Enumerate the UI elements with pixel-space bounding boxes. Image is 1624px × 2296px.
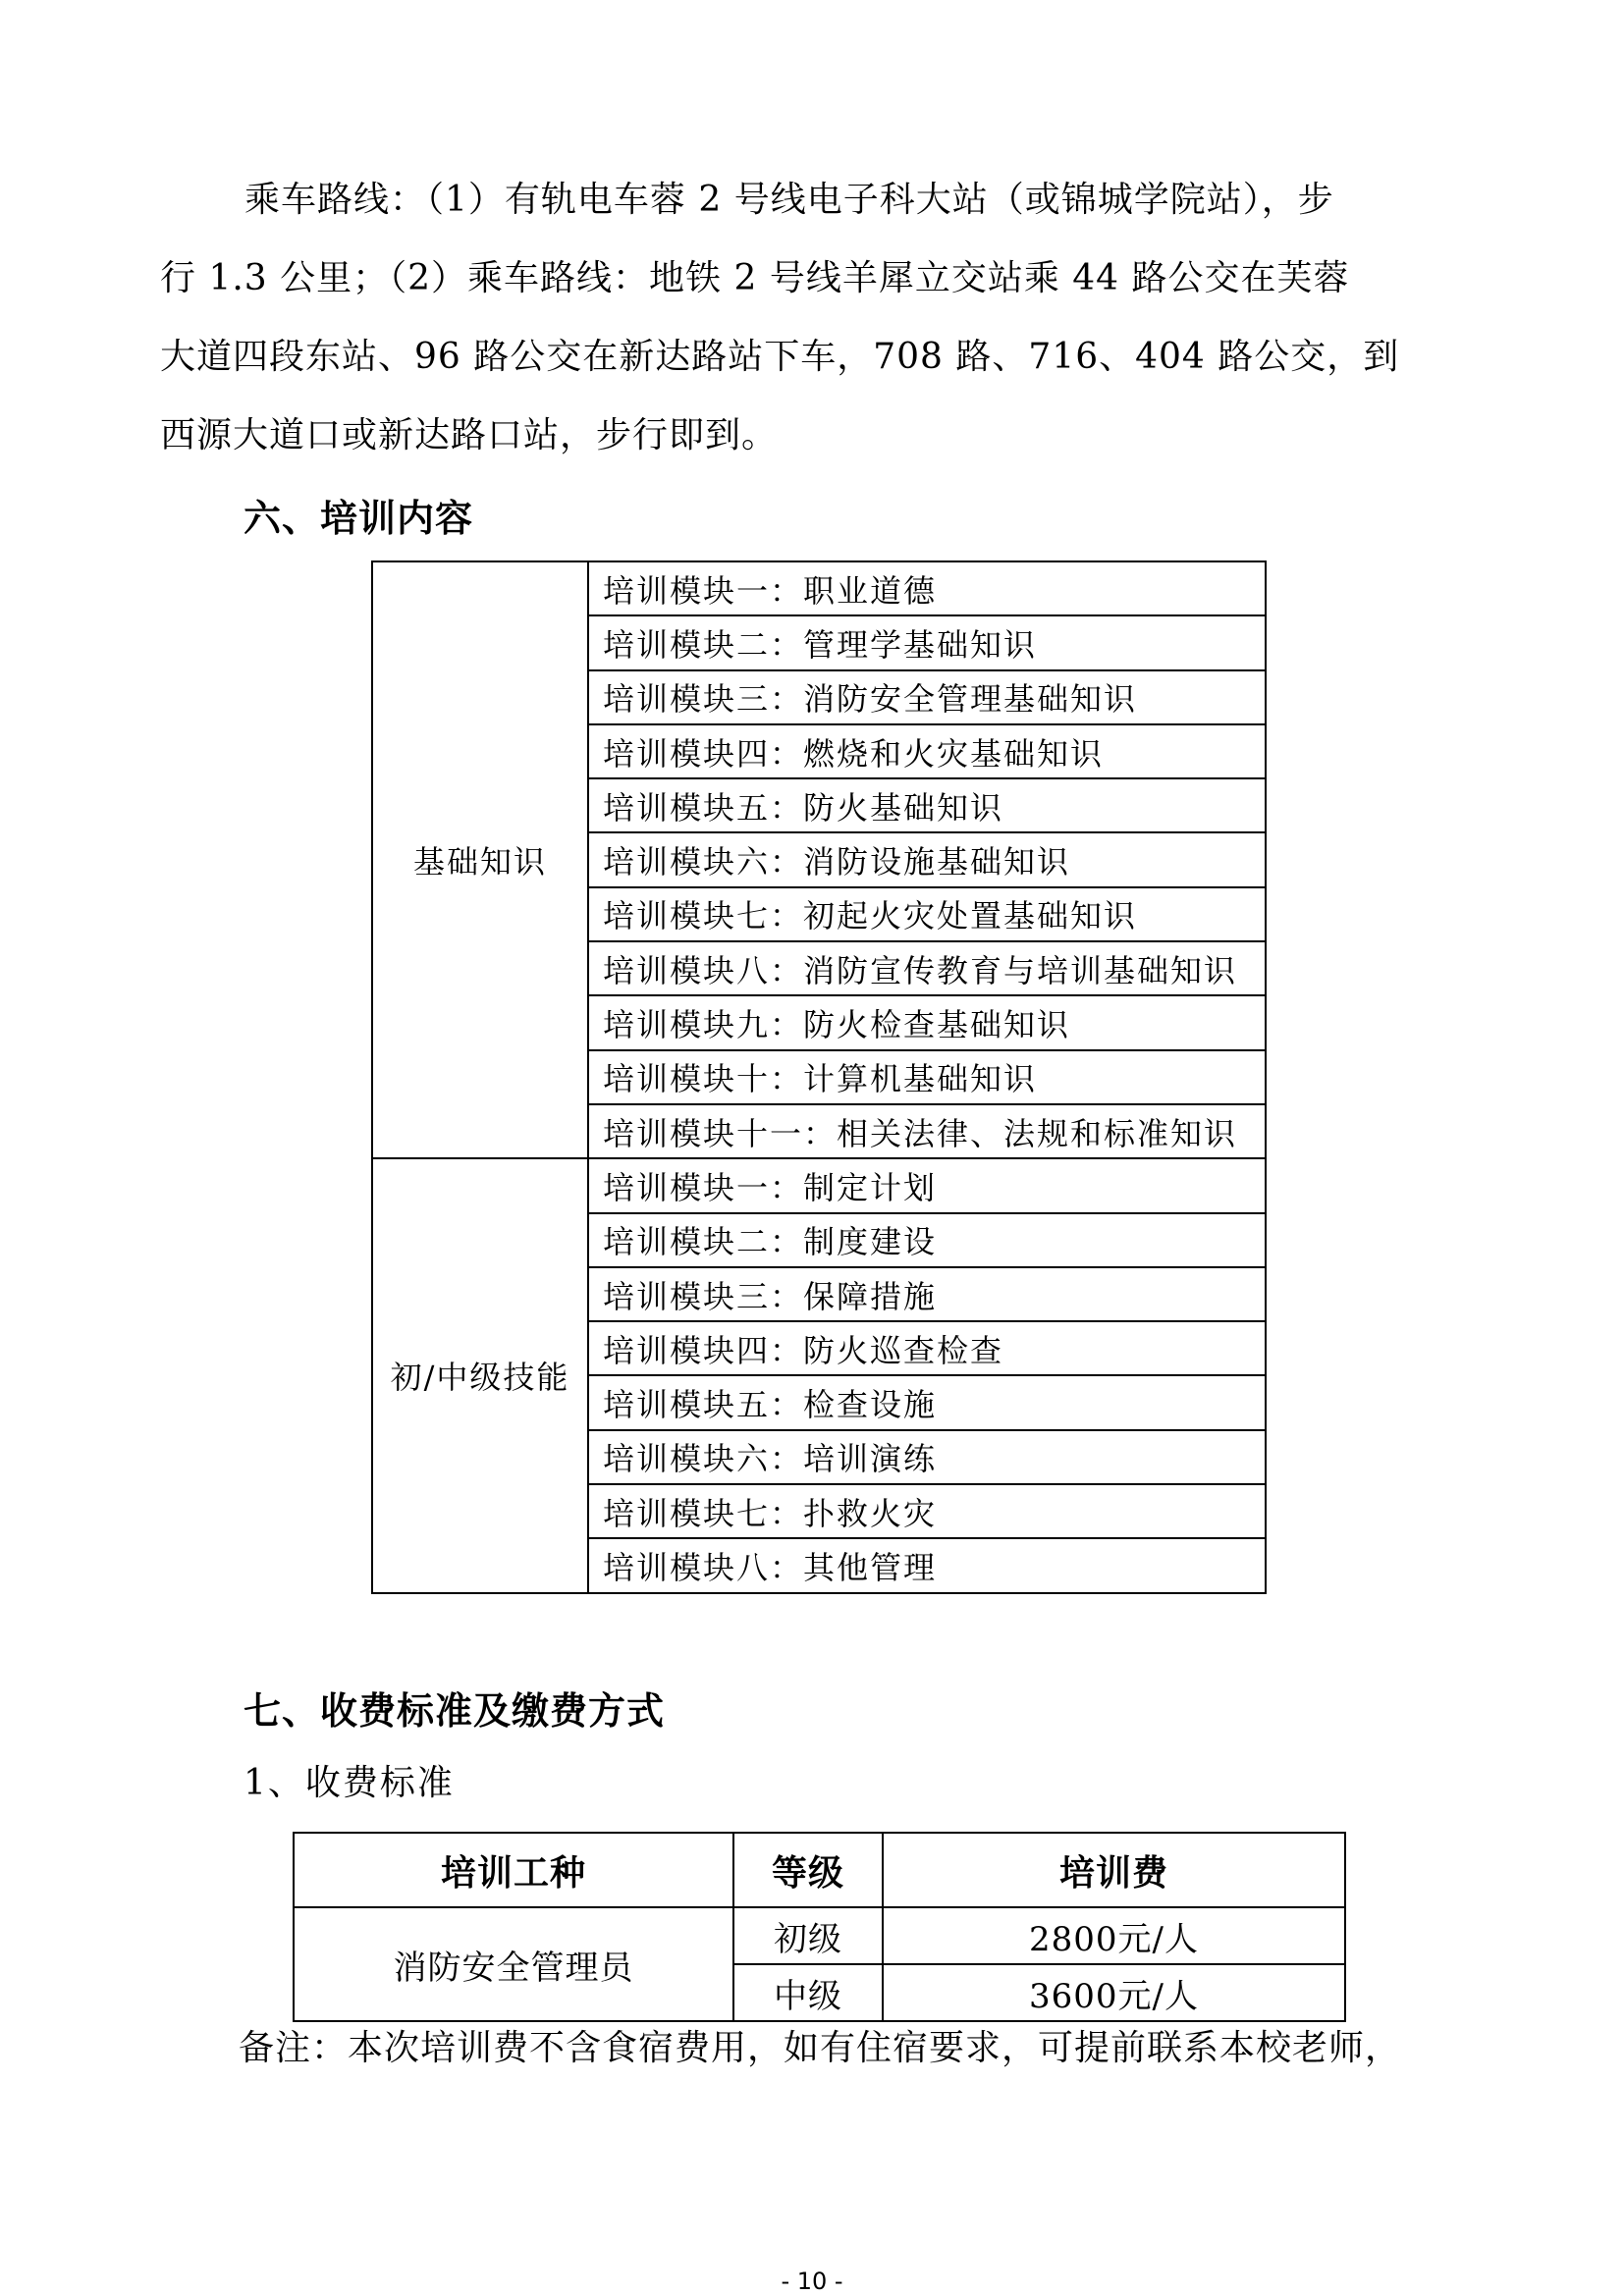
module-cell: 培训模块三：保障措施	[588, 1267, 1266, 1321]
module-cell: 培训模块八：消防宣传教育与培训基础知识	[588, 941, 1266, 995]
page-number: - 10 -	[781, 2268, 843, 2295]
category-cell: 基础知识	[372, 561, 588, 1158]
route-paragraph	[160, 161, 1466, 475]
module-cell: 培训模块八：其他管理	[588, 1538, 1266, 1592]
fee-table-header-row	[294, 1833, 1345, 1907]
fee-level: 初级	[733, 1907, 883, 1964]
training-content-table	[371, 561, 1267, 1594]
module-cell: 培训模块四：燃烧和火灾基础知识	[588, 724, 1266, 778]
module-cell: 培训模块十：计算机基础知识	[588, 1050, 1266, 1104]
fee-amount: 3600元/人	[883, 1964, 1345, 2021]
module-cell: 培训模块五：防火基础知识	[588, 778, 1266, 832]
fee-header-job: 培训工种	[294, 1833, 733, 1907]
module-cell: 培训模块九：防火检查基础知识	[588, 995, 1266, 1049]
module-cell: 培训模块三：消防安全管理基础知识	[588, 670, 1266, 724]
fee-table	[293, 1832, 1346, 2022]
fee-standard-subtitle: 1、收费标准	[244, 1763, 455, 1803]
route-line-4: 西源大道口或新达路口站，步行即到。	[160, 415, 779, 455]
route-line-3: 大道四段东站、96 路公交在新达路站下车，708 路、716、404 路公交，到	[160, 337, 1400, 377]
fee-level: 中级	[733, 1964, 883, 2021]
module-cell: 培训模块二：制度建设	[588, 1213, 1266, 1267]
fee-row	[294, 1907, 1345, 1964]
module-cell: 培训模块四：防火巡查检查	[588, 1321, 1266, 1375]
fee-header-fee: 培训费	[883, 1833, 1345, 1907]
fee-job-name: 消防安全管理员	[294, 1907, 733, 2021]
fee-note: 备注：本次培训费不含食宿费用，如有住宿要求，可提前联系本校老师，	[239, 2028, 1402, 2068]
module-cell: 培训模块一：职业道德	[588, 561, 1266, 615]
module-row	[372, 561, 1266, 615]
module-cell: 培训模块七：初起火灾处置基础知识	[588, 887, 1266, 941]
fee-header-level: 等级	[733, 1833, 883, 1907]
section-6-title: 六、培训内容	[244, 497, 474, 540]
training-content-body	[372, 561, 1266, 1593]
fee-amount: 2800元/人	[883, 1907, 1345, 1964]
route-line-2: 行 1.3 公里；（2）乘车路线：地铁 2 号线羊犀立交站乘 44 路公交在芙蓉	[160, 258, 1350, 298]
module-cell: 培训模块七：扑救火灾	[588, 1484, 1266, 1538]
section-7-title: 七、收费标准及缴费方式	[244, 1689, 666, 1733]
module-cell: 培训模块六：培训演练	[588, 1430, 1266, 1484]
module-cell: 培训模块六：消防设施基础知识	[588, 832, 1266, 886]
module-cell: 培训模块二：管理学基础知识	[588, 615, 1266, 669]
module-cell: 培训模块一：制定计划	[588, 1158, 1266, 1212]
module-cell: 培训模块五：检查设施	[588, 1375, 1266, 1429]
category-cell: 初/中级技能	[372, 1158, 588, 1592]
route-line-1: 乘车路线：（1）有轨电车蓉 2 号线电子科大站（或锦城学院站），步	[244, 180, 1334, 220]
module-cell: 培训模块十一：相关法律、法规和标准知识	[588, 1104, 1266, 1158]
module-row	[372, 1158, 1266, 1212]
